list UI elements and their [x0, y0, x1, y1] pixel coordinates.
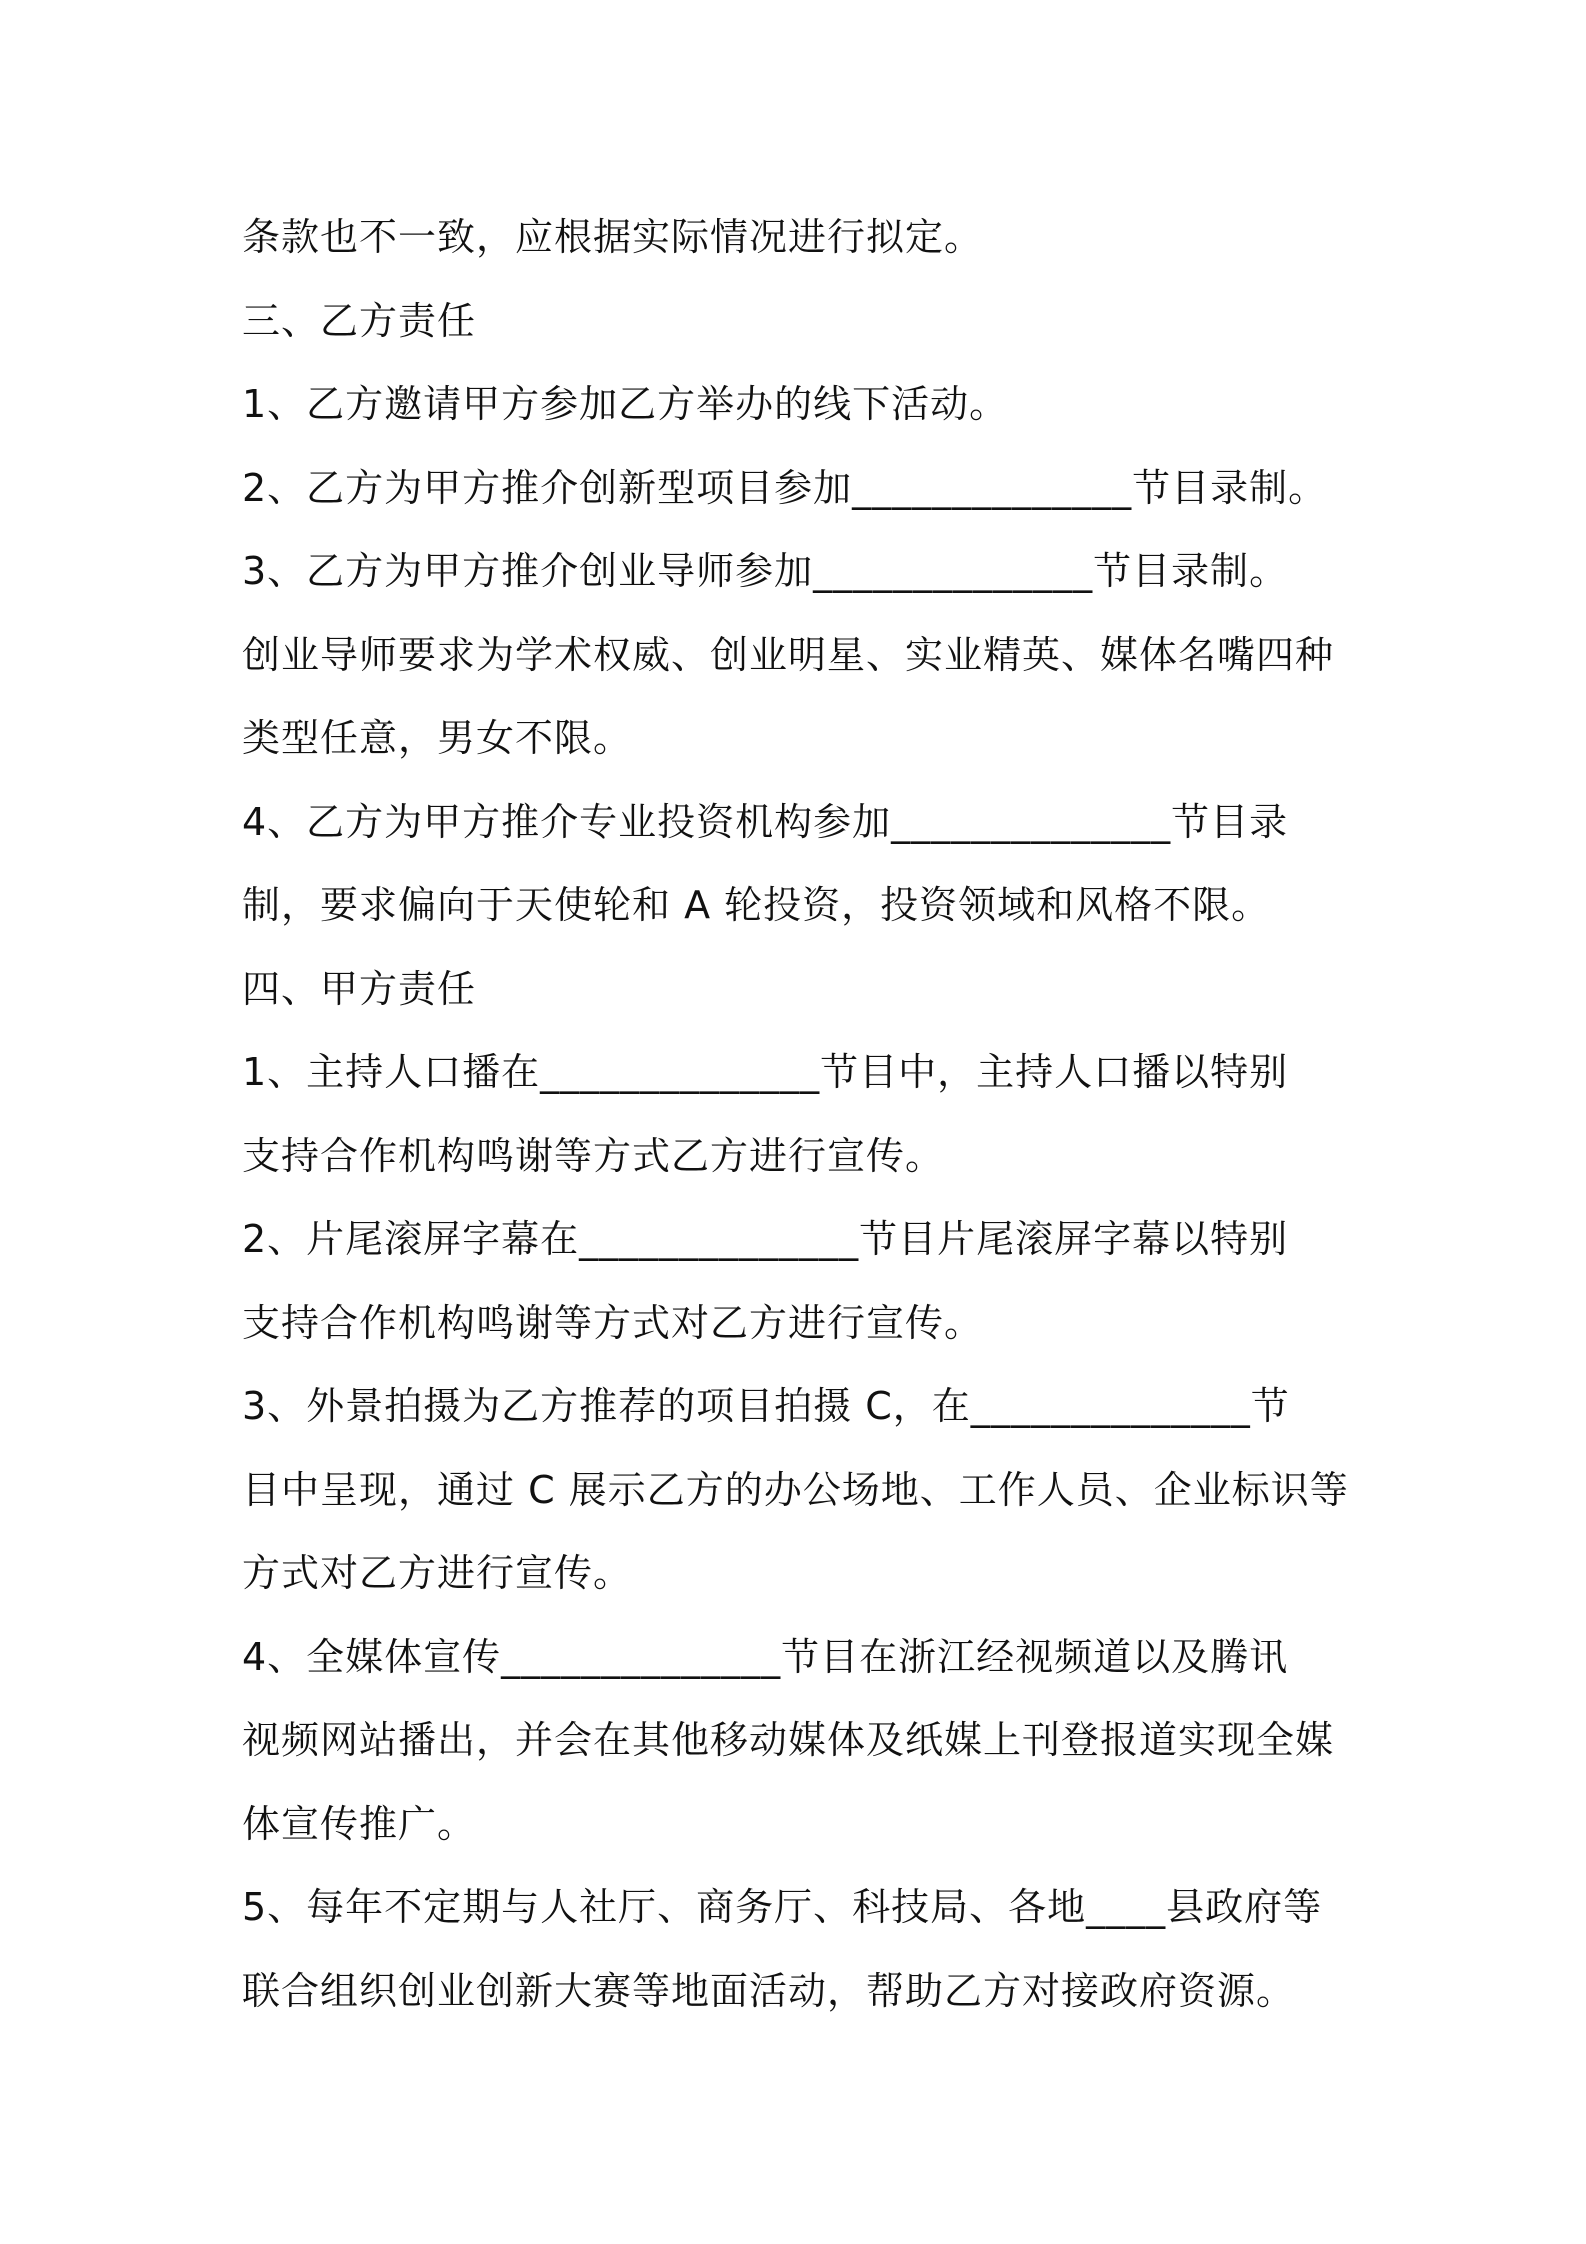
text-line: 类型任意，男女不限。 — [242, 716, 633, 760]
text-line: 支持合作机构鸣谢等方式对乙方进行宣传。 — [242, 1300, 984, 1345]
text-line: 目中呈现，通过 C 展示乙方的办公场地、工作人员、企业标识等 — [242, 1467, 1349, 1512]
text-line: 1、乙方邀请甲方参加乙方举办的线下活动。 — [242, 382, 1009, 426]
section-heading-party-a: 四、甲方责任 — [242, 966, 477, 1011]
text-line: 2、乙方为甲方推介创新型项目参加______________节目录制。 — [242, 465, 1328, 510]
section-heading-party-b: 三、乙方责任 — [242, 298, 477, 343]
text-line: 4、乙方为甲方推介专业投资机构参加______________节目录 — [242, 799, 1289, 844]
text-line: 2、片尾滚屏字幕在______________节目片尾滚屏字幕以特别 — [242, 1217, 1289, 1261]
text-line: 体宣传推广。 — [242, 1801, 477, 1846]
text-line: 联合组织创业创新大赛等地面活动，帮助乙方对接政府资源。 — [242, 1968, 1296, 2013]
text-line: 方式对乙方进行宣传。 — [242, 1551, 633, 1595]
text-line: 4、全媒体宣传______________节目在浙江经视频道以及腾讯 — [242, 1634, 1289, 1679]
text-line: 5、每年不定期与人社厅、商务厅、科技局、各地____县政府等 — [242, 1885, 1323, 1929]
text-line: 制，要求偏向于天使轮和 A 轮投资，投资领域和风格不限。 — [242, 883, 1271, 927]
document-body — [242, 196, 1362, 2033]
text-line: 创业导师要求为学术权威、创业明星、实业精英、媒体名嘴四种 — [242, 632, 1335, 677]
text-line: 3、乙方为甲方推介创业导师参加______________节目录制。 — [242, 549, 1289, 593]
text-line: 3、外景拍摄为乙方推荐的项目拍摄 C，在______________节 — [242, 1384, 1290, 1428]
text-line: 条款也不一致，应根据实际情况进行拟定。 — [242, 215, 984, 259]
text-line: 1、主持人口播在______________节目中，主持人口播以特别 — [242, 1050, 1289, 1094]
text-line: 视频网站播出，并会在其他移动媒体及纸媒上刊登报道实现全媒 — [242, 1718, 1335, 1762]
text-line: 支持合作机构鸣谢等方式乙方进行宣传。 — [242, 1133, 945, 1178]
